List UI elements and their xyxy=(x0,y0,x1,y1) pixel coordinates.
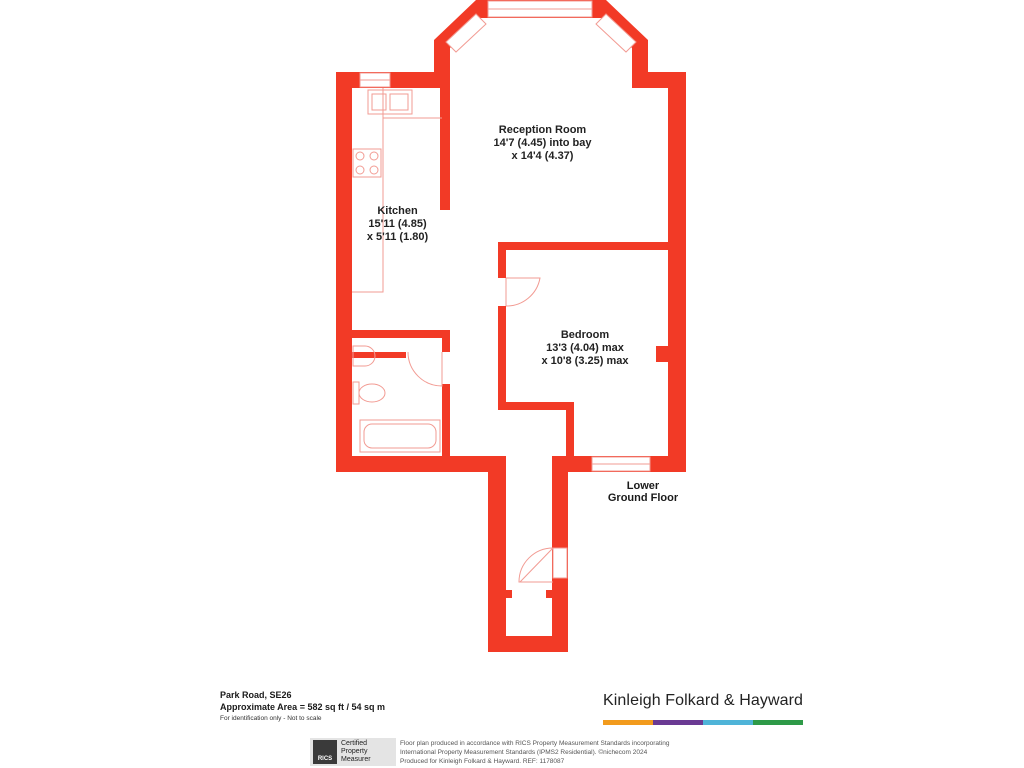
property-info xyxy=(220,690,385,725)
rics-line3: Measurer xyxy=(341,756,371,763)
bedroom-label xyxy=(510,329,660,368)
disclaimer xyxy=(400,739,730,766)
brand-name: Kinleigh Folkard & Hayward xyxy=(603,692,804,709)
property-area: Approximate Area = 582 sq ft / 54 sq m xyxy=(220,702,385,712)
property-note: For identification only - Not to scale xyxy=(220,715,322,722)
brand-color-bar xyxy=(603,720,803,725)
brand-bar-segment-1 xyxy=(603,720,653,725)
property-address: Park Road, SE26 xyxy=(220,690,292,700)
kitchen-label xyxy=(350,205,445,244)
brand-bar-segment-4 xyxy=(753,720,803,725)
rics-text xyxy=(341,740,371,764)
rics-badge xyxy=(310,738,396,766)
reception-room-dim2: x 14'4 (4.37) xyxy=(511,150,574,162)
disclaimer-line2: International Property Measurement Standards (IPMS2 Residential). ©nichecom 2024 xyxy=(400,749,648,756)
doors xyxy=(408,278,553,582)
bedroom-dim2: x 10'8 (3.25) max xyxy=(541,355,629,367)
kitchen-name: Kitchen xyxy=(377,205,418,217)
kitchen-fixtures xyxy=(352,88,442,292)
floor-line2: Ground Floor xyxy=(607,492,679,504)
disclaimer-line3: Produced for Kinleigh Folkard & Hayward. REF: 1178087 xyxy=(400,758,565,765)
reception-room-name: Reception Room xyxy=(498,124,587,136)
brand-bar-segment-3 xyxy=(703,720,753,725)
rics-logo-icon: RICS xyxy=(313,740,337,764)
reception-room-label xyxy=(470,124,615,163)
rics-line1: Certified xyxy=(341,740,368,747)
rics-line2: Property xyxy=(341,748,368,755)
bedroom-name: Bedroom xyxy=(560,329,610,341)
kitchen-dim2: x 5'11 (1.80) xyxy=(366,231,429,243)
floor-label xyxy=(588,480,698,504)
floor-line1: Lower xyxy=(626,480,660,492)
toilet-icon xyxy=(353,382,359,404)
bath-icon xyxy=(360,420,440,452)
bedroom-dim1: 13'3 (4.04) max xyxy=(546,342,624,354)
exterior-walls xyxy=(336,0,686,652)
brand-bar-segment-2 xyxy=(653,720,703,725)
kitchen-dim1: 15'11 (4.85) xyxy=(368,218,427,230)
disclaimer-line1: Floor plan produced in accordance with RICS Property Measurement Standards incorporating xyxy=(400,740,670,747)
bathroom-fixtures xyxy=(353,346,440,452)
reception-room-dim1: 14'7 (4.45) into bay xyxy=(493,137,592,149)
